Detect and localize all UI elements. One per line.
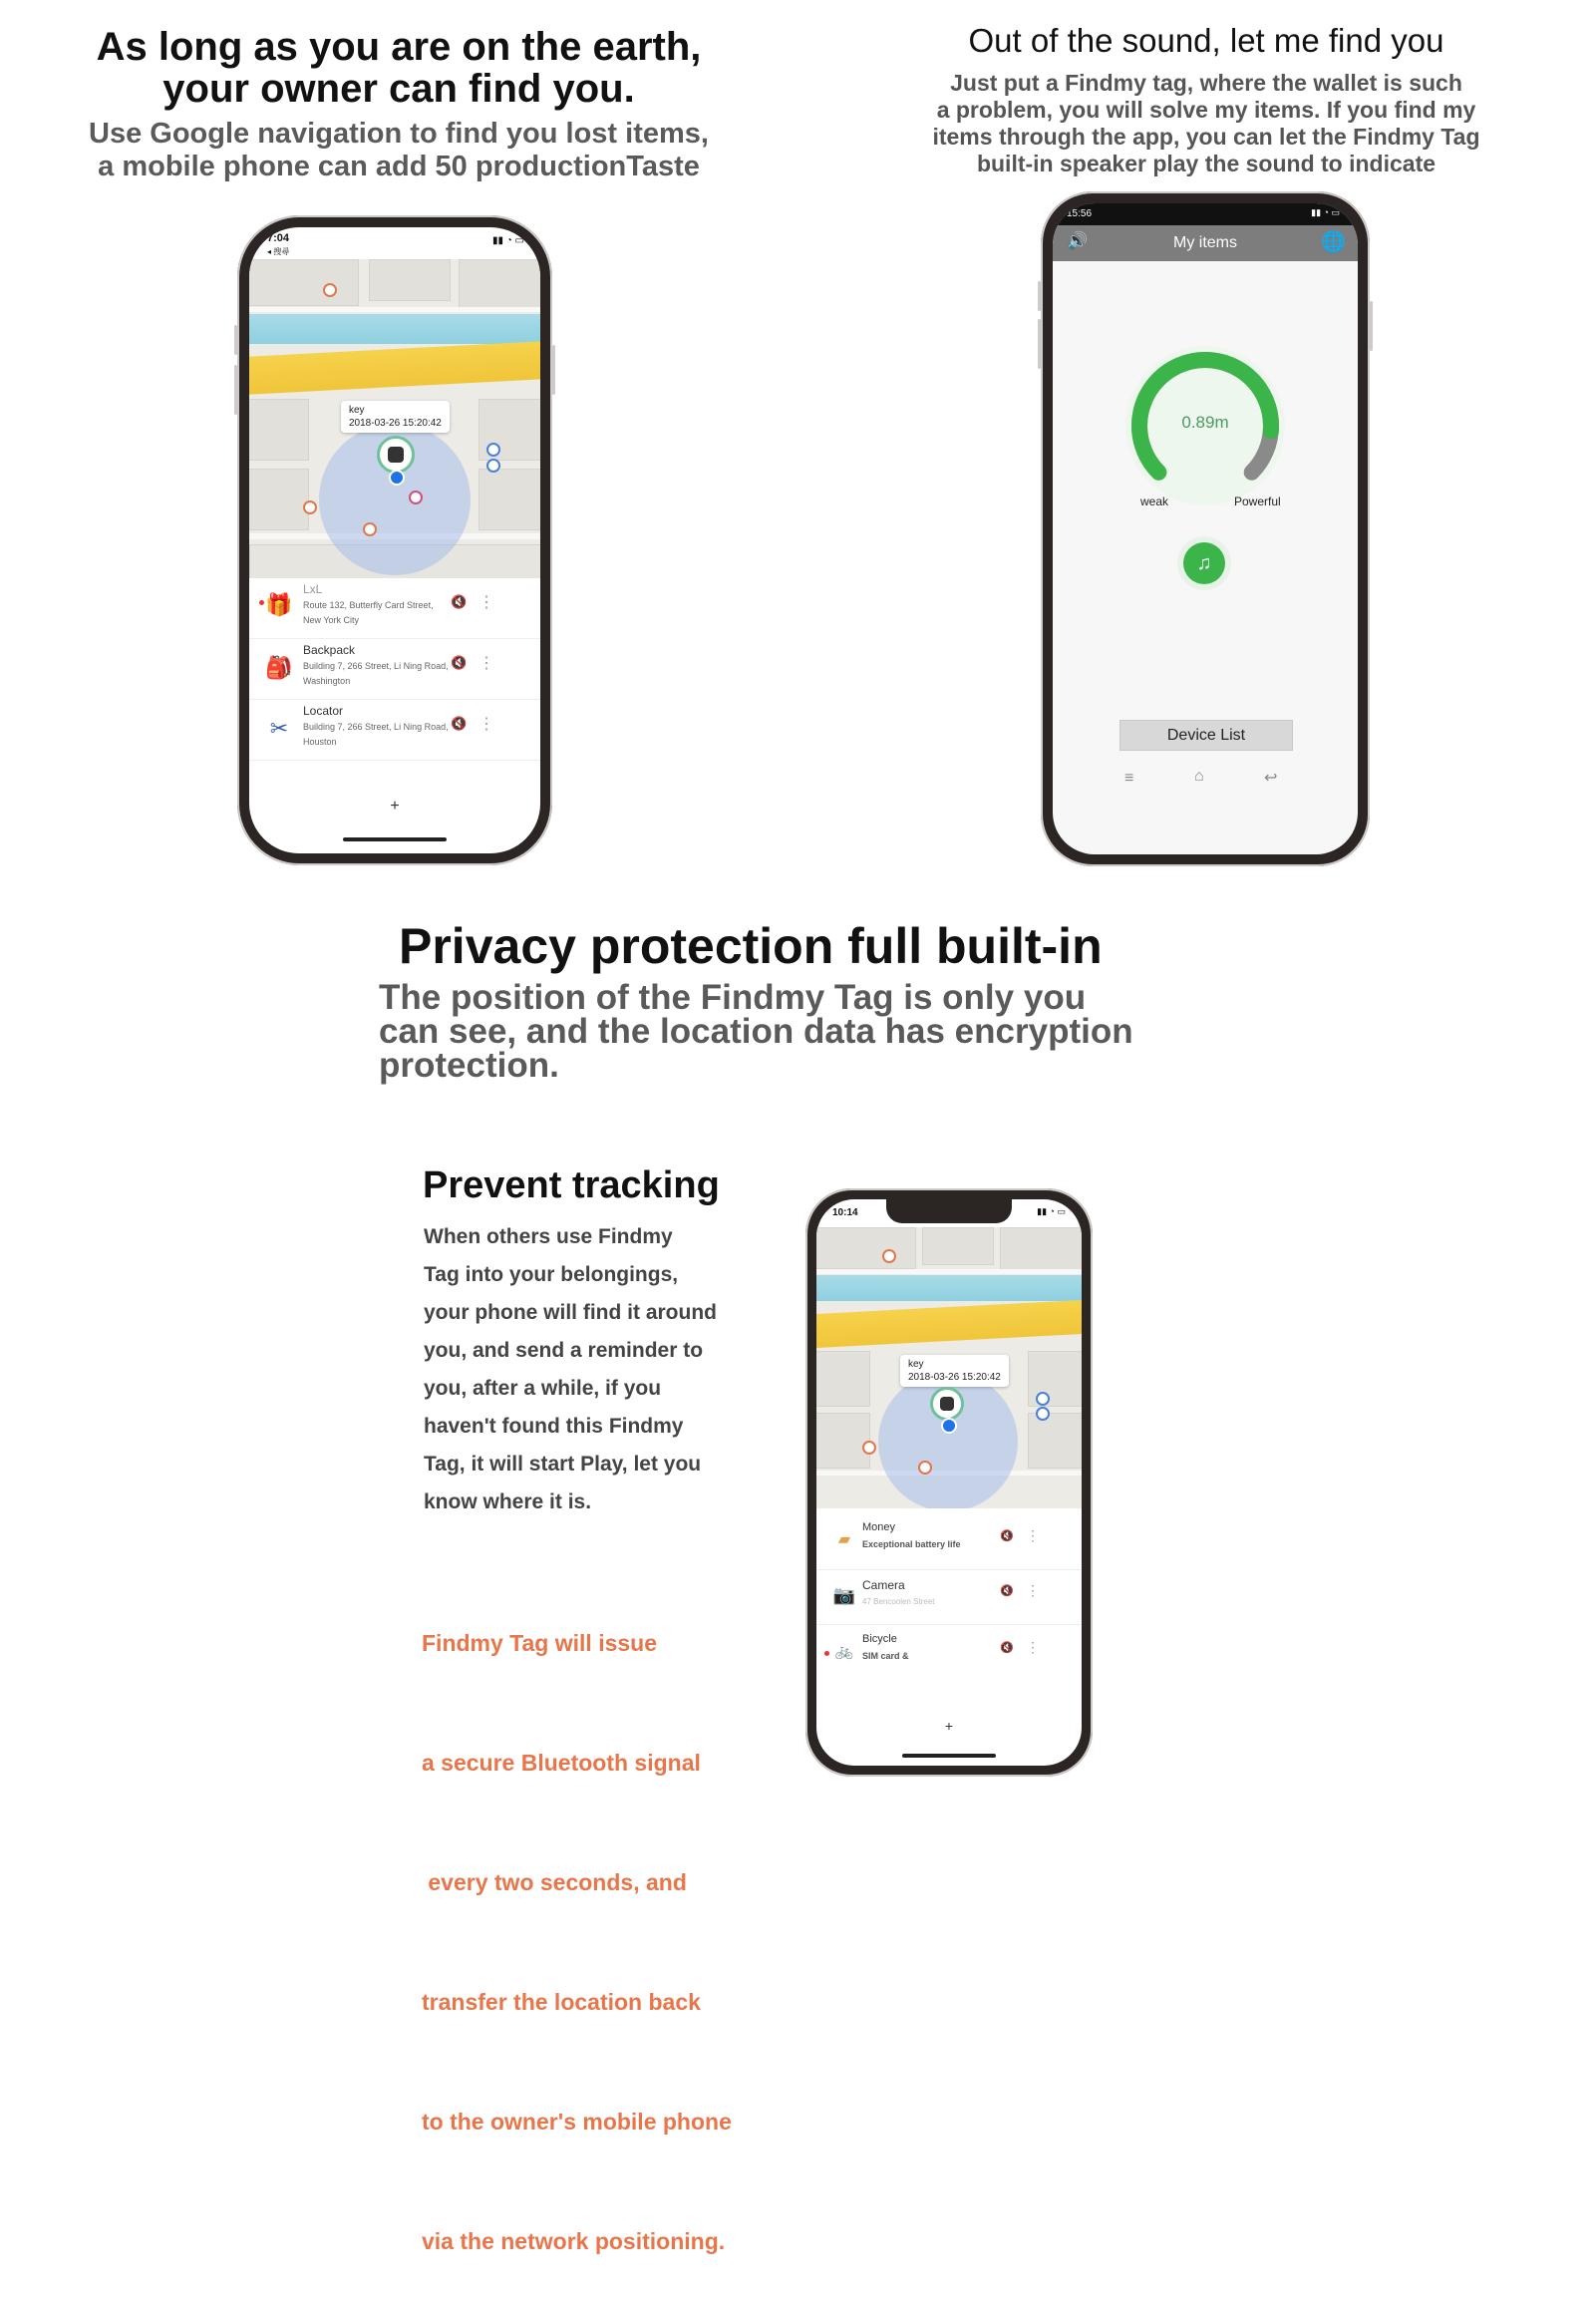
- item-name: Locator: [303, 704, 344, 718]
- item-name: Camera: [862, 1578, 905, 1592]
- map-callout-time: 2018-03-26 15:20:42: [908, 1372, 1001, 1383]
- section4-line: Tag, it will start Play, let you: [424, 1453, 702, 1476]
- gift-icon: 🎁: [265, 592, 293, 617]
- section4-line: you, after a while, if you: [424, 1377, 662, 1400]
- phone-2: [1041, 191, 1370, 866]
- powerful-label: Powerful: [1234, 494, 1281, 508]
- section4-title: Prevent tracking: [423, 1164, 720, 1206]
- section2-body-line2: a problem, you will solve my items. If you find my: [936, 97, 1476, 123]
- map-view[interactable]: [249, 259, 540, 578]
- section4-line: Tag into your belongings,: [424, 1263, 679, 1286]
- poi-icon: [486, 459, 500, 473]
- section1-sub-line1: Use Google navigation to find you lost items,: [89, 118, 709, 150]
- poi-icon: [409, 491, 423, 504]
- distance-readout: 0.89m: [1181, 413, 1229, 432]
- device-list-button[interactable]: Device List: [1119, 720, 1293, 751]
- section4-line: haven't found this Findmy: [424, 1415, 684, 1438]
- section2-body-line4: built-in speaker play the sound to indicate: [976, 151, 1436, 176]
- poi-icon: [882, 1249, 896, 1263]
- section4-orange-body: [422, 1543, 732, 2301]
- weak-label: weak: [1140, 494, 1169, 508]
- header-title: My items: [1173, 234, 1237, 251]
- side-button: [1038, 319, 1041, 369]
- section4-orange-line: transfer the location back: [422, 1989, 701, 2015]
- tag-pin-icon[interactable]: [377, 436, 415, 474]
- map-callout-name: key: [908, 1359, 924, 1370]
- more-icon[interactable]: ⋮: [1026, 1527, 1040, 1543]
- backpack-icon: 🎒: [265, 655, 293, 680]
- section2-title: Out of the sound, let me find you: [968, 22, 1444, 59]
- list-item[interactable]: [816, 1570, 1082, 1625]
- map-callout-time: 2018-03-26 15:20:42: [349, 418, 442, 429]
- item-name: LxL: [303, 582, 323, 596]
- item-address-line2: Houston: [303, 737, 337, 747]
- item-address-line1: Building 7, 266 Street, Li Ning Road,: [303, 722, 449, 732]
- section1-title: [40, 26, 758, 110]
- mute-icon[interactable]: 🔇: [1000, 1642, 1014, 1654]
- side-button: [1038, 281, 1041, 311]
- side-button: [234, 365, 237, 415]
- side-button: [234, 325, 237, 355]
- item-address-line1: Route 132, Butterfly Card Street,: [303, 600, 434, 610]
- section4-line: your phone will find it around: [424, 1301, 717, 1324]
- section3-body: [379, 978, 1133, 1085]
- section4-line: know where it is.: [424, 1490, 592, 1513]
- list-item[interactable]: [249, 639, 540, 700]
- phone-1-back[interactable]: ◂ 搜尋: [267, 247, 290, 256]
- home-indicator: [343, 837, 447, 841]
- list-item[interactable]: [249, 578, 540, 639]
- phone-1-screen: [249, 227, 540, 853]
- poi-icon: [1036, 1392, 1050, 1406]
- camera-icon: 📷: [832, 1585, 856, 1605]
- section3-title: Privacy protection full built-in: [399, 918, 1103, 974]
- section4-orange-line: every two seconds, and: [422, 1869, 687, 1895]
- section2-body: [857, 70, 1555, 177]
- item-address-line1: Building 7, 266 Street, Li Ning Road,: [303, 661, 449, 671]
- home-icon[interactable]: ⌂: [1194, 768, 1204, 785]
- item-name: Bicycle: [862, 1633, 897, 1645]
- item-subtitle: 47 Bencoolen Street: [862, 1597, 935, 1606]
- signal-icon: ▮▮ ◔ ▭: [491, 235, 524, 246]
- section1-subtitle: [40, 118, 758, 183]
- mute-icon[interactable]: 🔇: [1000, 1585, 1014, 1597]
- item-subtitle: SIM card &: [862, 1651, 909, 1661]
- tag-pin-icon[interactable]: [930, 1387, 964, 1421]
- list-item[interactable]: [249, 700, 540, 761]
- map-callout[interactable]: [341, 401, 450, 433]
- add-item-button[interactable]: +: [390, 798, 400, 815]
- phone-2-time: 15:56: [1067, 208, 1093, 219]
- section1-title-line1: As long as you are on the earth,: [96, 25, 702, 69]
- side-button: [1370, 301, 1373, 351]
- list-item[interactable]: [816, 1625, 1082, 1681]
- tools-icon: ✂: [269, 716, 289, 741]
- signal-icon: ▮▮ ◔ ▭: [1037, 1206, 1066, 1216]
- side-button: [552, 345, 555, 395]
- section3-body-line1: The position of the Findmy Tag is only you: [379, 978, 1087, 1017]
- item-address-line2: New York City: [303, 615, 360, 625]
- phone-1: [237, 215, 552, 865]
- home-indicator: [902, 1754, 996, 1758]
- section3-body-line3: protection.: [379, 1046, 559, 1085]
- item-address: [303, 598, 434, 628]
- poi-icon: [918, 1461, 932, 1475]
- section1-title-line2: your owner can find you.: [162, 67, 635, 111]
- section4-orange-line: via the network positioning.: [422, 2228, 726, 2254]
- section2-body-line1: Just put a Findmy tag, where the wallet is such: [950, 70, 1462, 96]
- item-address-line2: Washington: [303, 676, 351, 686]
- back-icon[interactable]: ↩: [1264, 770, 1278, 787]
- section1-sub-line2: a mobile phone can add 50 productionTaste: [98, 151, 700, 182]
- section4-orange-line: Findmy Tag will issue: [422, 1630, 658, 1656]
- list-item[interactable]: [816, 1513, 1082, 1570]
- map-callout-name: key: [349, 405, 365, 416]
- poi-icon: [1036, 1407, 1050, 1421]
- more-icon[interactable]: ⋮: [479, 594, 494, 611]
- play-sound-button[interactable]: [1183, 542, 1225, 584]
- phone-1-time: 7:04: [267, 232, 290, 244]
- item-address: [303, 720, 449, 750]
- poi-icon: [486, 443, 500, 457]
- section4-orange-line: a secure Bluetooth signal: [422, 1750, 701, 1776]
- wallet-icon: ▰: [837, 1531, 851, 1548]
- more-icon[interactable]: ⋮: [479, 655, 494, 672]
- speaker-icon[interactable]: 🔊: [1067, 231, 1089, 250]
- mute-icon[interactable]: 🔇: [1000, 1530, 1014, 1542]
- mute-icon[interactable]: 🔇: [451, 655, 468, 670]
- map-view[interactable]: [816, 1227, 1082, 1508]
- bicycle-icon: 🚲: [834, 1643, 854, 1660]
- phone-3-time: 10:14: [832, 1207, 858, 1218]
- alert-dot: [824, 1651, 829, 1656]
- more-icon[interactable]: ⋮: [1026, 1582, 1040, 1598]
- menu-icon[interactable]: ≡: [1124, 770, 1134, 787]
- signal-icon: ▮▮ ◔ ▭: [1311, 207, 1340, 217]
- current-location-icon: [941, 1418, 957, 1434]
- globe-icon[interactable]: 🌐: [1321, 231, 1346, 253]
- more-icon[interactable]: ⋮: [479, 716, 494, 733]
- mute-icon[interactable]: 🔇: [451, 716, 468, 731]
- phone-3-screen: [816, 1199, 1082, 1766]
- poi-icon: [323, 283, 337, 297]
- current-location-icon: [389, 470, 405, 486]
- alert-dot: [259, 600, 264, 605]
- notch: [886, 1199, 1012, 1223]
- poi-icon: [862, 1441, 876, 1455]
- section3-body-line2: can see, and the location data has encryption: [379, 1012, 1133, 1051]
- mute-icon[interactable]: 🔇: [451, 594, 468, 609]
- map-callout[interactable]: [900, 1355, 1009, 1387]
- phone-2-screen: [1053, 203, 1358, 854]
- phone-3: [805, 1188, 1093, 1777]
- item-address: [303, 659, 449, 689]
- poi-icon: [303, 500, 317, 514]
- section4-line: you, and send a reminder to: [424, 1339, 704, 1362]
- section4-body: [424, 1218, 717, 1521]
- item-name: Backpack: [303, 643, 356, 657]
- item-subtitle: Exceptional battery life: [862, 1539, 961, 1549]
- add-item-button[interactable]: +: [944, 1718, 954, 1734]
- music-note-icon: ♫: [1196, 552, 1212, 574]
- section4-line: When others use Findmy: [424, 1225, 673, 1248]
- more-icon[interactable]: ⋮: [1026, 1639, 1040, 1655]
- item-name: Money: [862, 1521, 896, 1533]
- section2-body-line3: items through the app, you can let the Findmy Tag: [932, 124, 1480, 150]
- poi-icon: [363, 522, 377, 536]
- section4-orange-line: to the owner's mobile phone: [422, 2109, 732, 2135]
